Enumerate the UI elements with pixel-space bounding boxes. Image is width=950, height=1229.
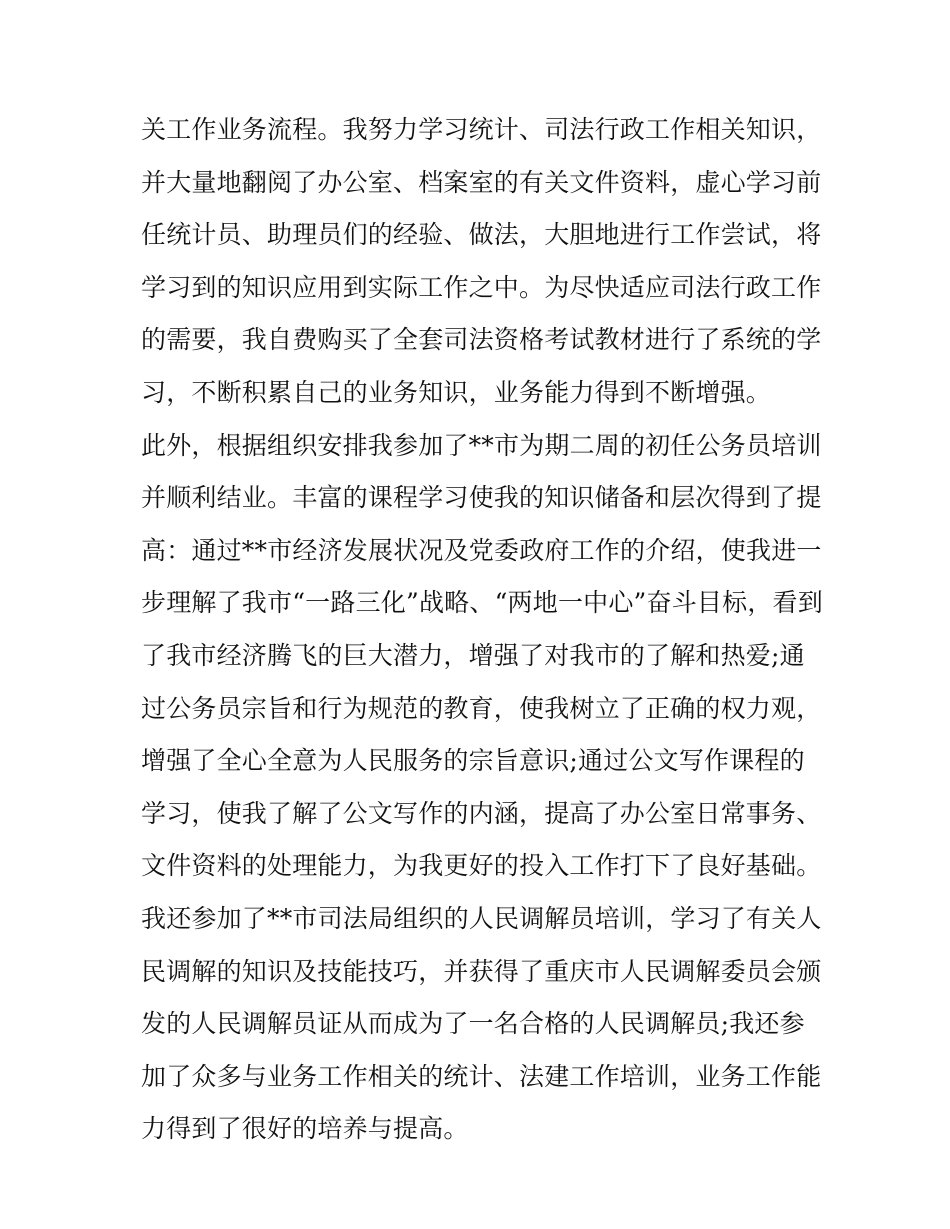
text-line: 步理解了我市“一路三化”战略、“两地一中心”奋斗目标，看到 xyxy=(141,588,823,618)
text-line: 增强了全心全意为人民服务的宗旨意识;通过公文写作课程的 xyxy=(141,746,805,776)
text-line: 关工作业务流程。我努力学习统计、司法行政工作相关知识， xyxy=(141,115,822,144)
text-line: 我还参加了**市司法局组织的人民调解员培训，学习了有关人 xyxy=(141,903,822,933)
text-line: 习，不断积累自己的业务知识，业务能力得到不断增强。 xyxy=(141,377,772,407)
body-text xyxy=(141,104,821,1156)
text-line: 并顺利结业。丰富的课程学习使我的知识储备和层次得到了提 xyxy=(141,483,822,513)
text-line: 了我市经济腾飞的巨大潜力，增强了对我市的了解和热爱;通 xyxy=(141,640,805,670)
text-line: 此外，根据组织安排我参加了**市为期二周的初任公务员培训 xyxy=(141,430,822,460)
text-line: 过公务员宗旨和行为规范的教育，使我树立了正确的权力观， xyxy=(141,693,822,723)
text-line: 高：通过**市经济发展状况及党委政府工作的介绍，使我进一 xyxy=(141,535,822,565)
text-line: 学习，使我了解了公文写作的内涵，提高了办公室日常事务、 xyxy=(141,798,822,828)
text-line: 发的人民调解员证从而成为了一名合格的人民调解员;我还参 xyxy=(141,1009,805,1039)
text-line: 加了众多与业务工作相关的统计、法建工作培训，业务工作能 xyxy=(141,1061,822,1091)
text-line: 的需要，我自费购买了全套司法资格考试教材进行了系统的学 xyxy=(141,325,822,355)
text-line: 任统计员、助理员们的经验、做法，大胆地进行工作尝试，将 xyxy=(141,220,822,250)
text-line: 民调解的知识及技能技巧，并获得了重庆市人民调解委员会颁 xyxy=(141,956,822,986)
text-line: 文件资料的处理能力，为我更好的投入工作打下了良好基础。 xyxy=(141,851,822,881)
text-line: 并大量地翻阅了办公室、档案室的有关文件资料，虚心学习前 xyxy=(141,167,822,197)
text-line: 学习到的知识应用到实际工作之中。为尽快适应司法行政工作 xyxy=(141,272,822,302)
text-line: 力得到了很好的培养与提高。 xyxy=(141,1114,469,1144)
